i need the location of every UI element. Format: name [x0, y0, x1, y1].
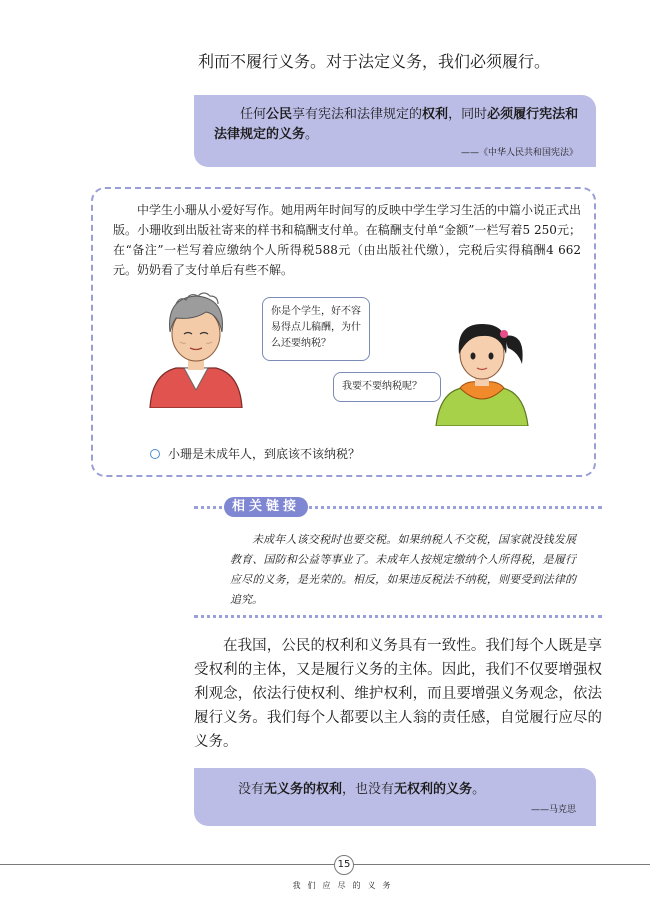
marx-quote-text — [238, 780, 485, 800]
quote-fragment: 没有 — [238, 782, 265, 797]
marx-quote-source: ——马克思 — [530, 805, 576, 815]
discussion-question — [150, 445, 360, 462]
related-link-badge: 相关链接 — [224, 497, 308, 517]
quote-fragment: ，同时 — [448, 107, 488, 122]
quote-fragment: 。 — [472, 782, 486, 797]
constitution-quote-source: ——《中华人民共和国宪法》 — [460, 148, 578, 158]
marx-quote-box — [194, 768, 596, 826]
main-paragraph: 在我国，公民的权利和义务具有一致性。我们每个人既是享受权利的主体，又是履行义务的主体。因此，我们不仅要增强权利观念，依法行使权利、维护权利，而且要增强义务观念，依法履行义务。我们每个人都要以主人翁的责任感，自觉履行应尽的义务。 — [194, 638, 602, 750]
girl-illustration — [432, 318, 532, 426]
dotted-divider-bottom — [194, 615, 602, 618]
quote-bold-fragment: 必须履行宪法和法律规定的义务 — [214, 107, 579, 142]
quote-fragment: ，也没有 — [342, 782, 395, 797]
question-text: 小珊是未成年人，到底该不该纳税？ — [168, 447, 361, 461]
quote-fragment: 。 — [305, 127, 319, 142]
quote-bold-fragment: 公民 — [266, 107, 293, 122]
related-link-text: 未成年人该交税时也要交税。如果纳税人不交税，国家就没钱发展教育、国防和公益等事业了。未成年人按规定缴纳个人所得税，是履行应尽的义务，是光荣的。相反，如果违反税法不纳税，则要受到法律的追究。 — [230, 533, 576, 606]
quote-bold-fragment: 权利 — [422, 107, 449, 122]
footer-rule — [0, 864, 650, 865]
constitution-quote-text — [214, 105, 584, 145]
quote-fragment: 任何 — [240, 107, 267, 122]
intro-text: 利而不履行义务。对于法定义务，我们必须履行。 — [198, 52, 551, 71]
constitution-quote-box — [194, 95, 596, 167]
quote-bold-fragment: 无义务的权利 — [264, 782, 343, 797]
grandmother-illustration — [146, 290, 246, 408]
quote-bold-fragment: 无权利的义务 — [394, 782, 473, 797]
grandmother-speech-bubble: 你是个学生，好不容易得点儿稿酬，为什么还要纳税？ — [262, 297, 370, 361]
circle-bullet-icon — [150, 449, 160, 459]
case-study-text: 中学生小珊从小爱好写作。她用两年时间写的反映中学生学习生活的中篇小说正式出版。小珊收到出版社寄来的样书和稿酬支付单。在稿酬支付单“金额”一栏写着5 250元；在“备注”一栏写着应缴纳个人所得税588元（由出版社代缴），完税后实得稿酬4 662元。奶奶看了支付单后有些不解。 — [113, 203, 582, 277]
footer-chapter-title: 我们应尽的义务 — [292, 881, 398, 890]
girl-speech-bubble: 我要不要纳税呢？ — [333, 372, 441, 402]
page-number: 15 — [334, 855, 354, 875]
quote-fragment: 享有宪法和法律规定的 — [292, 107, 423, 122]
